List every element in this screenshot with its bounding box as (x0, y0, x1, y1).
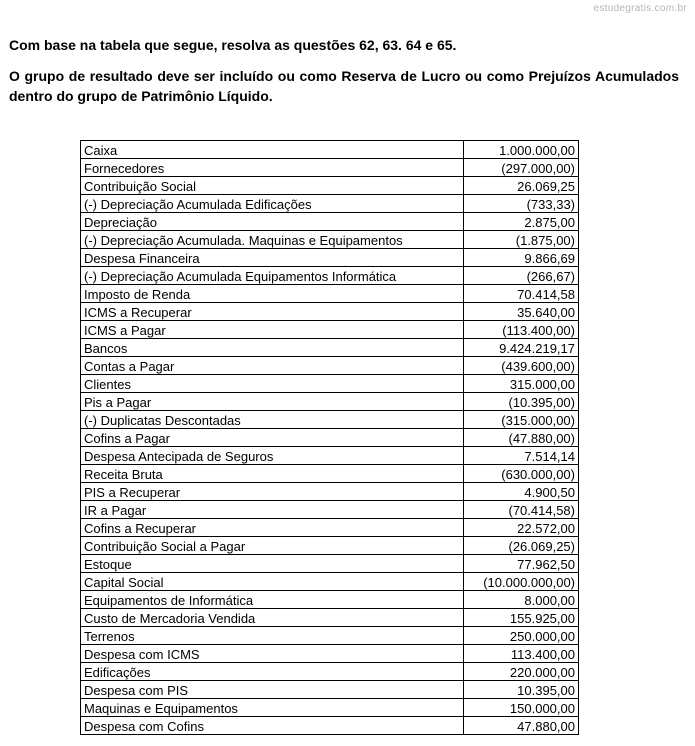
account-name-cell: (-) Duplicatas Descontadas (81, 411, 464, 429)
account-name-cell: Despesa Financeira (81, 249, 464, 267)
account-amount-cell: (439.600,00) (464, 357, 579, 375)
account-amount-cell: 155.925,00 (464, 609, 579, 627)
table-row (81, 645, 579, 663)
account-amount-cell: 315.000,00 (464, 375, 579, 393)
account-amount-cell: (47.880,00) (464, 429, 579, 447)
table-row (81, 177, 579, 195)
table-row (81, 555, 579, 573)
table-row (81, 339, 579, 357)
table-row (81, 627, 579, 645)
table-row (81, 411, 579, 429)
table-row (81, 159, 579, 177)
account-amount-cell: 220.000,00 (464, 663, 579, 681)
account-name-cell: Edificações (81, 663, 464, 681)
account-name-cell: Despesa com ICMS (81, 645, 464, 663)
table-row (81, 303, 579, 321)
account-amount-cell: 9.866,69 (464, 249, 579, 267)
account-name-cell: Imposto de Renda (81, 285, 464, 303)
account-amount-cell: 26.069,25 (464, 177, 579, 195)
table-row (81, 393, 579, 411)
account-name-cell: Caixa (81, 141, 464, 159)
table-row (81, 483, 579, 501)
account-amount-cell: (630.000,00) (464, 465, 579, 483)
account-amount-cell: 9.424.219,17 (464, 339, 579, 357)
account-name-cell: Fornecedores (81, 159, 464, 177)
account-amount-cell: 35.640,00 (464, 303, 579, 321)
table-row (81, 447, 579, 465)
account-name-cell: (-) Depreciação Acumulada. Maquinas e Equipamentos (81, 231, 464, 249)
account-name-cell: ICMS a Recuperar (81, 303, 464, 321)
account-name-cell: Contribuição Social a Pagar (81, 537, 464, 555)
account-name-cell: Receita Bruta (81, 465, 464, 483)
account-amount-cell: 7.514,14 (464, 447, 579, 465)
table-row (81, 501, 579, 519)
account-name-cell: Cofins a Recuperar (81, 519, 464, 537)
account-amount-cell: (266,67) (464, 267, 579, 285)
table-row (81, 699, 579, 717)
table-row (81, 429, 579, 447)
account-amount-cell: 150.000,00 (464, 699, 579, 717)
account-amount-cell: 22.572,00 (464, 519, 579, 537)
table-row (81, 609, 579, 627)
table-row (81, 375, 579, 393)
account-amount-cell: (733,33) (464, 195, 579, 213)
account-name-cell: Terrenos (81, 627, 464, 645)
table-row (81, 573, 579, 591)
account-amount-cell: 4.900,50 (464, 483, 579, 501)
account-amount-cell: (113.400,00) (464, 321, 579, 339)
account-amount-cell: 113.400,00 (464, 645, 579, 663)
account-name-cell: Bancos (81, 339, 464, 357)
account-name-cell: IR a Pagar (81, 501, 464, 519)
accounts-table (80, 140, 579, 735)
table-row (81, 249, 579, 267)
account-name-cell: (-) Depreciação Acumulada Edificações (81, 195, 464, 213)
question-intro: Com base na tabela que segue, resolva as questões 62, 63. 64 e 65. (9, 37, 457, 53)
account-amount-cell: 70.414,58 (464, 285, 579, 303)
account-name-cell: Despesa com Cofins (81, 717, 464, 735)
account-name-cell: Depreciação (81, 213, 464, 231)
table-row (81, 717, 579, 735)
account-amount-cell: (297.000,00) (464, 159, 579, 177)
table-row (81, 519, 579, 537)
accounts-table-body (81, 141, 579, 735)
account-name-cell: Contas a Pagar (81, 357, 464, 375)
table-row (81, 285, 579, 303)
account-amount-cell: (10.000.000,00) (464, 573, 579, 591)
table-row (81, 231, 579, 249)
account-name-cell: Custo de Mercadoria Vendida (81, 609, 464, 627)
account-amount-cell: (26.069,25) (464, 537, 579, 555)
table-row (81, 357, 579, 375)
account-name-cell: Despesa Antecipada de Seguros (81, 447, 464, 465)
account-name-cell: ICMS a Pagar (81, 321, 464, 339)
table-row (81, 465, 579, 483)
account-amount-cell: 1.000.000,00 (464, 141, 579, 159)
account-name-cell: (-) Depreciação Acumulada Equipamentos Informática (81, 267, 464, 285)
account-name-cell: PIS a Recuperar (81, 483, 464, 501)
account-amount-cell: 10.395,00 (464, 681, 579, 699)
table-row (81, 213, 579, 231)
account-name-cell: Estoque (81, 555, 464, 573)
account-amount-cell: 250.000,00 (464, 627, 579, 645)
account-amount-cell: (315.000,00) (464, 411, 579, 429)
account-amount-cell: (70.414,58) (464, 501, 579, 519)
table-row (81, 663, 579, 681)
account-amount-cell: 77.962,50 (464, 555, 579, 573)
table-row (81, 267, 579, 285)
account-name-cell: Maquinas e Equipamentos (81, 699, 464, 717)
account-name-cell: Despesa com PIS (81, 681, 464, 699)
account-amount-cell: 2.875,00 (464, 213, 579, 231)
account-name-cell: Clientes (81, 375, 464, 393)
table-row (81, 537, 579, 555)
account-amount-cell: 47.880,00 (464, 717, 579, 735)
account-amount-cell: (1.875,00) (464, 231, 579, 249)
table-row (81, 591, 579, 609)
account-name-cell: Pis a Pagar (81, 393, 464, 411)
account-amount-cell: 8.000,00 (464, 591, 579, 609)
account-name-cell: Cofins a Pagar (81, 429, 464, 447)
table-row (81, 195, 579, 213)
site-watermark: estudegratis.com.br (593, 3, 687, 14)
question-instruction: O grupo de resultado deve ser incluído ou como Reserva de Lucro ou como Prejuízos Acumulados dentro do grupo de Patrimônio Líquido. (9, 68, 679, 104)
account-amount-cell: (10.395,00) (464, 393, 579, 411)
table-row (81, 681, 579, 699)
table-row (81, 141, 579, 159)
account-name-cell: Capital Social (81, 573, 464, 591)
account-name-cell: Contribuição Social (81, 177, 464, 195)
table-row (81, 321, 579, 339)
account-name-cell: Equipamentos de Informática (81, 591, 464, 609)
